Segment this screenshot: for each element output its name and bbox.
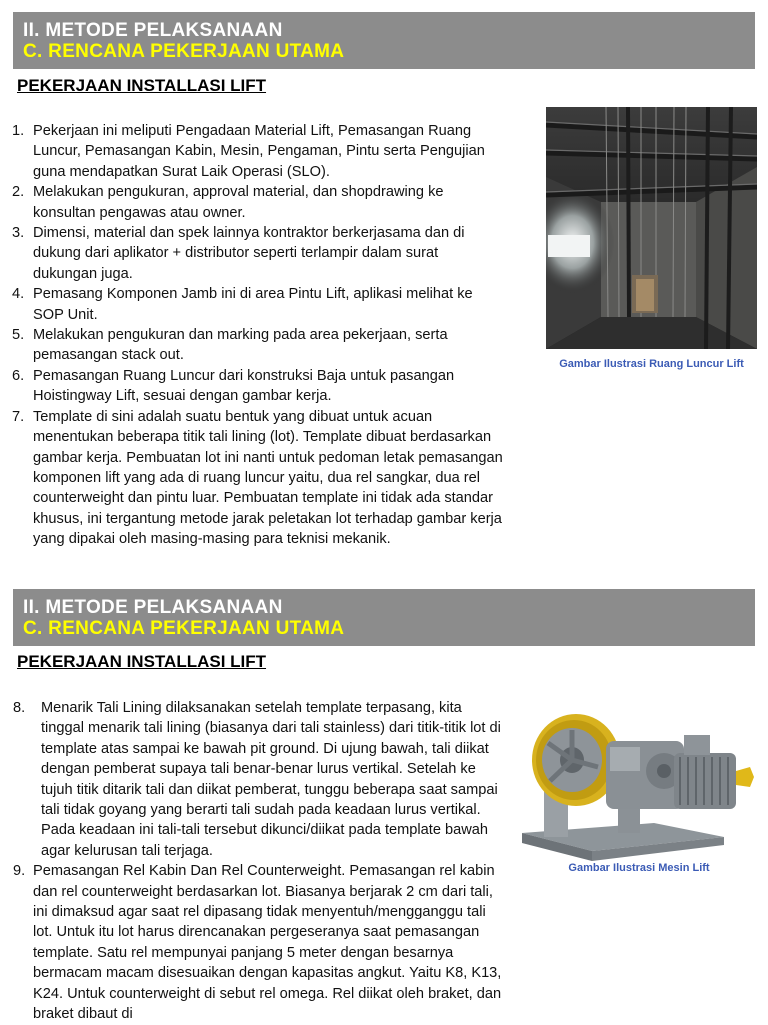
list-item: 5. Melakukan pengukuran dan marking pada area pekerjaan, serta pemasangan stack out. bbox=[12, 327, 448, 364]
section-banner bbox=[13, 589, 755, 646]
list-item: 9. Pemasangan Rel Kabin Dan Rel Counterweight. Pemasangan rel kabin dan rel counterweight berdasarkan lot. Biasanya berjarak 2 cm dari tali, ini dimaksud agar saat rel dipasang tidak menyentuh/mengganggu tali lot. Untuk itu lot harus direncanakan pergeseranya saat pemasangan template. Satu rel mempunyai panjang 5 meter dengan besarnya bermacam macam disesuaikan dengan kapasitas angkut. Yaitu K8, K13, K24. Untuk counterweight di sebut rel omega. Rel diikat oleh braket, dan braket dibaut di bbox=[13, 863, 502, 1023]
list-item: 4. Pemasang Komponen Jamb ini di area Pintu Lift, aplikasi melihat ke SOP Unit. bbox=[12, 286, 473, 323]
image-caption: Gambar Ilustrasi Ruang Luncur Lift bbox=[559, 358, 744, 370]
list-item: 8. Menarik Tali Lining dilaksanakan setelah template terpasang, kita tinggal menarik tali lining (biasanya dari tali stainless) dari titik-titik lot di template atas sampai ke bawah pit ground. Di ujung bawah, tali diikat dengan pemberat supaya tali benar-benar lurus vertikal. Setelah ke tujuh titik ditarik tali dan diikat pemberat, tunggu beberapa saat sampai tali tidak goyang yang berarti tali sudah pada keadaan lurus vertikal. Pada keadaan ini tali-tali tersebut dikunci/diikat pada template bawah agar kelurusan tali terjaga. bbox=[13, 700, 501, 859]
lift-machine-image bbox=[514, 705, 758, 861]
banner-subtitle: C. RENCANA PEKERJAAN UTAMA bbox=[23, 618, 345, 639]
list-item: 1. Pekerjaan ini meliputi Pengadaan Material Lift, Pemasangan Ruang Luncur, Pemasangan Kabin, Mesin, Pengaman, Pintu serta Pengujian guna mendapatkan Surat Laik Operasi (SLO). bbox=[12, 123, 485, 180]
banner-title: II. METODE PELAKSANAAN bbox=[23, 597, 283, 618]
item-list bbox=[12, 121, 504, 550]
list-item: 7. Template di sini adalah suatu bentuk yang dibuat untuk acuan menentukan beberapa titik tali lining (lot). Template dibuat berdasarkan gambar kerja. Pembuatan lot ini nanti untuk pedoman letak pemasangan komponen lift yang ada di ruang luncur yaitu, dua rel sangkar, dua rel counterweight dan pintu luar. Pembuatan template ini tidak ada standar khusus, ini tergantung metode jarak peletakan lot terhadap gambar kerja yang dipakai oleh masing-masing para teknisi mekanik. bbox=[12, 408, 503, 548]
image-caption: Gambar Ilustrasi Mesin Lift bbox=[568, 862, 710, 874]
subheading: PEKERJAAN INSTALLASI LIFT bbox=[17, 652, 267, 671]
elevator-shaft-image bbox=[546, 107, 757, 349]
banner-title: II. METODE PELAKSANAAN bbox=[23, 20, 283, 41]
banner-subtitle: C. RENCANA PEKERJAAN UTAMA bbox=[23, 41, 345, 62]
list-item: 6. Pemasangan Ruang Luncur dari konstruksi Baja untuk pasangan Hoistingway Lift, sesuai dengan gambar kerja. bbox=[12, 367, 455, 405]
item-list bbox=[13, 698, 507, 1025]
list-item: 3. Dimensi, material dan spek lainnya kontraktor berkerjasama dan di dukung dari aplikator + distributor seperti terlampir dalam surat dukungan juga. bbox=[12, 225, 465, 282]
slide-section-2 bbox=[0, 585, 768, 1024]
list-item: 2. Melakukan pengukuran, approval material, dan shopdrawing ke konsultan pengawas atau owner. bbox=[12, 184, 444, 221]
section-banner bbox=[13, 12, 755, 69]
subheading: PEKERJAAN INSTALLASI LIFT bbox=[17, 76, 267, 95]
